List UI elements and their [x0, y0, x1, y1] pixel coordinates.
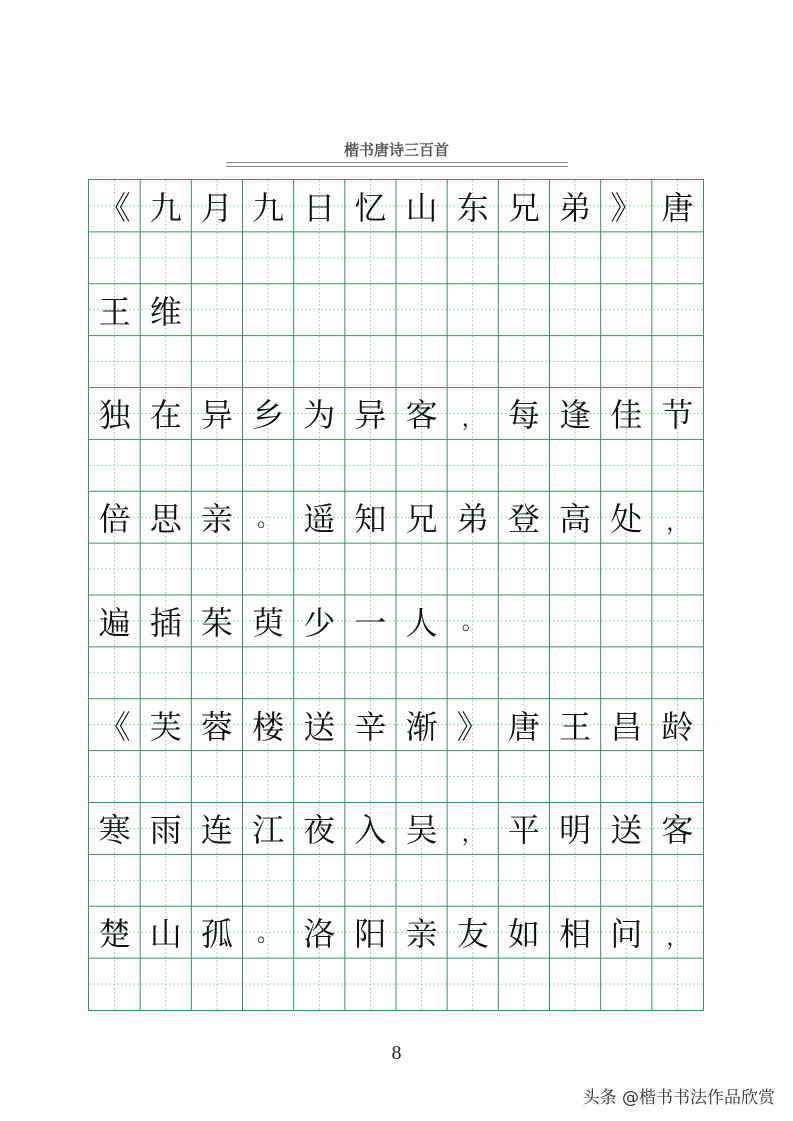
- grid-character: 登: [507, 500, 540, 539]
- grid-character: 客: [661, 811, 694, 850]
- grid-character: 弟: [456, 500, 489, 539]
- grid-character: ，: [461, 407, 484, 433]
- grid-character: 兄: [507, 188, 540, 227]
- grid-character: 连: [200, 811, 233, 850]
- grid-character: 王: [98, 292, 131, 331]
- grid-character: 山: [405, 188, 438, 227]
- grid-character: 在: [149, 396, 182, 435]
- grid-character: 蓉: [200, 707, 233, 746]
- grid-character: 寒: [98, 811, 131, 850]
- grid-character: 一: [354, 603, 387, 642]
- grid-character: 入: [354, 811, 387, 850]
- grid-character: 日: [303, 188, 336, 227]
- grid-character: 遍: [98, 603, 131, 642]
- header-rule-top: [226, 162, 568, 163]
- grid-character: 孤: [200, 915, 233, 954]
- grid-character: 客: [405, 396, 438, 435]
- grid-character: 雨: [149, 811, 182, 850]
- grid-character: 为: [303, 396, 336, 435]
- grid-character: 夜: [303, 811, 336, 850]
- header-rule-bottom: [226, 166, 568, 167]
- grid-character: 遥: [303, 500, 336, 539]
- grid-character: 亲: [405, 915, 438, 954]
- grid-character: 异: [354, 396, 387, 435]
- grid-character: 送: [610, 811, 643, 850]
- grid-character: 》: [610, 188, 643, 227]
- grid-character: 。: [257, 921, 280, 947]
- grid-character: 《: [98, 188, 131, 227]
- grid-character: 知: [354, 500, 387, 539]
- grid-character: 问: [610, 915, 643, 954]
- grid-character: 洛: [303, 915, 336, 954]
- grid-character: 人: [405, 603, 438, 642]
- grid-character: 如: [507, 915, 540, 954]
- grid-character: 平: [507, 811, 540, 850]
- grid-character: 处: [610, 500, 643, 539]
- grid-character: 萸: [252, 603, 285, 642]
- grid-character: 异: [200, 396, 233, 435]
- grid-character: 逢: [559, 396, 592, 435]
- grid-character: 唐: [507, 707, 540, 746]
- grid-character: 唐: [661, 188, 694, 227]
- grid-character: ，: [666, 926, 689, 952]
- grid-character: 亲: [200, 500, 233, 539]
- grid-character: 少: [303, 603, 336, 642]
- grid-character: 乡: [252, 396, 285, 435]
- grid-character: 九: [252, 188, 285, 227]
- grid-character: 东: [456, 188, 489, 227]
- grid-character: 辛: [354, 707, 387, 746]
- grid-character: 节: [661, 396, 694, 435]
- grid-character: 渐: [405, 707, 438, 746]
- grid-character: ，: [461, 822, 484, 848]
- grid-character: 月: [200, 188, 233, 227]
- watermark: 头条 @楷书书法作品欣赏: [582, 1088, 775, 1108]
- grid-character: 。: [257, 506, 280, 532]
- grid-character: 阳: [354, 915, 387, 954]
- grid-character: 楼: [252, 707, 285, 746]
- grid-character: 》: [456, 707, 489, 746]
- tianzige-writing-grid: [88, 179, 704, 1011]
- grid-character: 明: [559, 811, 592, 850]
- grid-character: 思: [149, 500, 182, 539]
- grid-character: 昌: [610, 707, 643, 746]
- grid-character: 相: [559, 915, 592, 954]
- grid-character: 九: [149, 188, 182, 227]
- grid-character: 兄: [405, 500, 438, 539]
- grid-character: 每: [507, 396, 540, 435]
- grid-character: 独: [98, 396, 131, 435]
- grid-character: 送: [303, 707, 336, 746]
- grid-character: 《: [98, 707, 131, 746]
- grid-character: 楚: [98, 915, 131, 954]
- grid-character: 忆: [354, 188, 387, 227]
- page-number: 8: [391, 1042, 402, 1064]
- grid-character: 倍: [98, 500, 131, 539]
- grid-character: 高: [559, 500, 592, 539]
- grid-character: 。: [461, 610, 484, 636]
- grid-character: 芙: [149, 707, 182, 746]
- grid-character: 插: [149, 603, 182, 642]
- grid-character: 佳: [610, 396, 643, 435]
- grid-character: 友: [456, 915, 489, 954]
- grid-character: 吴: [405, 811, 438, 850]
- grid-character: 龄: [661, 707, 694, 746]
- grid-character: 茱: [200, 603, 233, 642]
- page-header-title: 楷书唐诗三百首: [343, 141, 449, 159]
- grid-character: 江: [252, 811, 285, 850]
- grid-character: 弟: [559, 188, 592, 227]
- grid-character: 王: [559, 707, 592, 746]
- grid-character: ，: [666, 511, 689, 537]
- grid-character: 维: [149, 292, 182, 331]
- grid-character: 山: [149, 915, 182, 954]
